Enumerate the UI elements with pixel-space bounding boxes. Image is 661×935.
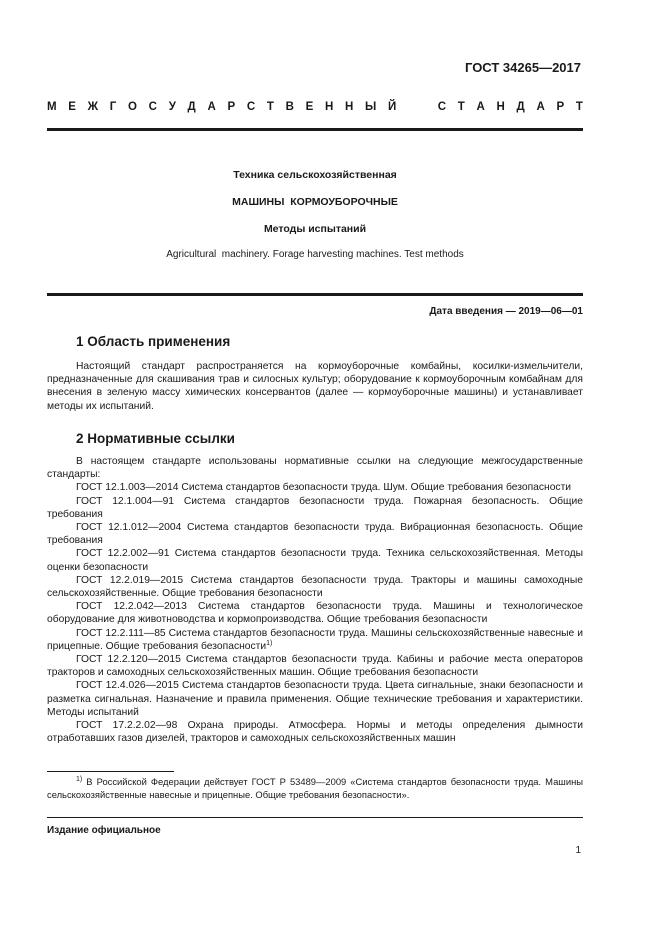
standard-kind-letter: В <box>285 101 294 113</box>
standard-kind-letter: Ж <box>87 101 99 113</box>
standard-kind-letter: Р <box>556 101 565 113</box>
title-line-1: Техника сельскохозяйственная <box>233 169 397 181</box>
reference-item: ГОСТ 17.2.2.02—98 Охрана природы. Атмосфера. Нормы и методы определения дымности отработавших газов дизелей, тракторов и самоходных сельскохозяйственных машин <box>47 720 583 745</box>
title-line-2: МАШИНЫ КОРМОУБОРОЧНЫЕ <box>232 196 398 208</box>
standard-kind-letter <box>423 101 426 113</box>
standard-kind-letter: А <box>476 101 485 113</box>
footnote-mark: 1) <box>76 776 83 783</box>
section-1-body <box>47 360 583 413</box>
gost-number: ГОСТ 34265—2017 <box>465 60 581 75</box>
standard-kind-letter: О <box>128 101 137 113</box>
section-2-heading: 2 Нормативные ссылки <box>76 431 235 446</box>
section-1-heading: 1 Область применения <box>76 334 231 349</box>
standard-kind-letter <box>408 101 411 113</box>
title-rule <box>47 293 583 296</box>
section-2-intro: В настоящем стандарте использованы нормативные ссылки на следующие межгосударственные стандарты: <box>47 456 583 481</box>
standard-kind-letter: Т <box>457 101 465 113</box>
section-2-body <box>47 455 583 745</box>
standard-kind-letter: Р <box>227 101 236 113</box>
standard-kind-letter: У <box>168 101 176 113</box>
footnote-marker: 1) <box>266 639 273 647</box>
footnote-rule <box>47 771 174 772</box>
reference-item: ГОСТ 12.2.042—2013 Система стандартов безопасности труда. Машины и технологическое оборудование для животноводства и кормопроизводства. Общие требования безопасности <box>47 601 583 626</box>
standard-kind-letter: Т <box>575 101 583 113</box>
standard-kind-letter: С <box>437 101 447 113</box>
reference-item: ГОСТ 12.1.012—2004 Система стандартов безопасности труда. Вибрационная безопасность. Общие требования <box>47 522 583 547</box>
standard-kind-heading <box>47 101 583 113</box>
standard-kind-letter: С <box>246 101 256 113</box>
standard-kind-letter: Е <box>305 101 314 113</box>
footnote-text: В Российской Федерации действует ГОСТ Р 53489—2009 «Система стандартов безопасности труда. Машины сельскохозяйственные навесные и прицепные. Общие требования безопасности». <box>47 776 583 800</box>
official-edition-label: Издание официальное <box>47 825 161 836</box>
standard-kind-letter: Н <box>496 101 505 113</box>
title-line-3: Методы испытаний <box>263 223 367 235</box>
reference-item: ГОСТ 12.1.003—2014 Система стандартов безопасности труда. Шум. Общие требования безопасности <box>76 482 572 494</box>
reference-item: ГОСТ 12.4.026—2015 Система стандартов безопасности труда. Цвета сигнальные, знаки безопасности и разметка сигнальная. Назначение и правила применения. Общие технические требования и характеристики. Методы испытаний <box>47 680 583 718</box>
page-number: 1 <box>575 845 581 856</box>
reference-item: ГОСТ 12.2.002—91 Система стандартов безопасности труда. Техника сельскохозяйственная. Методы оценки безопасности <box>47 548 583 573</box>
standard-kind-letter: Н <box>324 101 334 113</box>
standard-kind-letter: Н <box>345 101 354 113</box>
title-english: Agricultural machinery. Forage harvesting machines. Test methods <box>166 249 464 260</box>
introduction-date: Дата введения — 2019—06—01 <box>429 306 583 317</box>
reference-item-text: ГОСТ 12.2.111—85 Система стандартов безопасности труда. Машины сельскохозяйственные навесные и прицепные. Общие требования безопасности <box>47 627 583 652</box>
standard-kind-letter: Ы <box>365 101 377 113</box>
footer-rule <box>47 817 583 818</box>
standard-kind-letter: Д <box>516 101 525 113</box>
standard-kind-letter: А <box>207 101 216 113</box>
reference-item: ГОСТ 12.2.019—2015 Система стандартов безопасности труда. Тракторы и машины самоходные сельскохозяйственные. Общие требования безопасности <box>47 574 583 600</box>
reference-item: ГОСТ 12.2.120—2015 Система стандартов безопасности труда. Кабины и рабочие места операторов тракторов и самоходных сельскохозяйственных машин. Общие требования безопасности <box>47 654 583 679</box>
standard-kind-letter: Т <box>266 101 274 113</box>
section-1-paragraph: Настоящий стандарт распространяется на кормоуборочные комбайны, косилки-измельчители, предназначенные для скашивания трав и силосных культур; оборудование к кормоуборочным комбайнам для внесения в зеленую массу химических консервантов (далее — кормоуборочные машины) и устанавливает методы их испытаний. <box>47 361 583 412</box>
standard-kind-letter: С <box>148 101 157 113</box>
standard-kind-letter: Й <box>387 101 397 113</box>
standard-kind-letter: А <box>536 101 545 113</box>
standard-kind-letter: Г <box>109 101 117 113</box>
reference-item: ГОСТ 12.1.004—91 Система стандартов безопасности труда. Пожарная безопасность. Общие требования <box>47 495 583 520</box>
standard-kind-letter: М <box>47 101 57 113</box>
footnote <box>47 775 583 801</box>
standard-kind-letter: Е <box>68 101 76 113</box>
reference-item-with-footnote <box>47 627 583 653</box>
standard-kind-letter: Д <box>187 101 196 113</box>
header-rule <box>47 128 583 131</box>
